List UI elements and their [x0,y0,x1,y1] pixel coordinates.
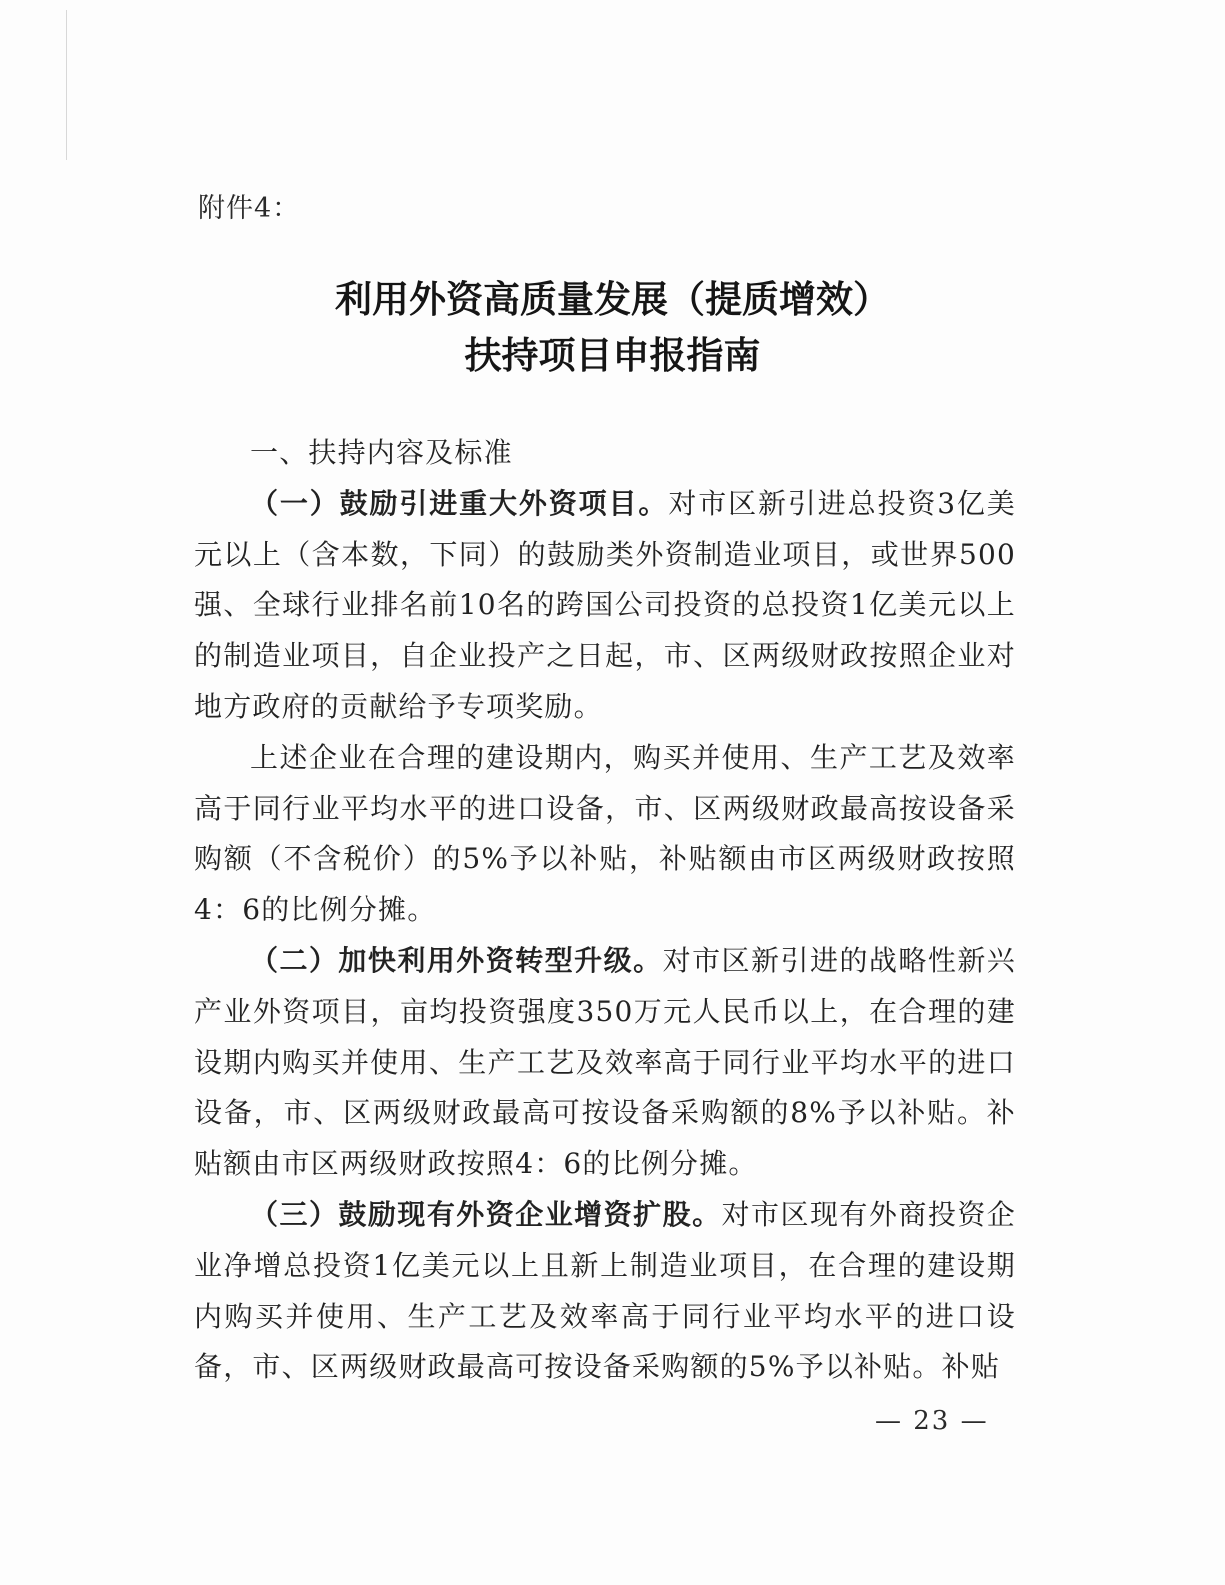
title-line-2: 扶持项目申报指南 [464,334,761,377]
document-title [180,272,1045,384]
paragraph-1-lead: （一）鼓励引进重大外资项目。 [250,486,669,520]
paragraph-3-lead: （二）加快利用外资转型升级。 [250,943,663,977]
document-body [194,428,1016,1393]
paragraph-4 [194,1190,1016,1393]
attachment-label: 附件4： [198,193,301,224]
paragraph-4-text: 对市区现有外商投资企业净增总投资1亿美元以上且新上制造业项目，在合理的建设期内购买并使用、生产工艺及效率高于同行业平均水平的进口设备，市、区两级财政最高可按设备采购额的5%予以补贴。补贴 [194,1197,1016,1384]
paragraph-4-lead: （三）鼓励现有外资企业增资扩股。 [250,1197,722,1231]
paragraph-2-text: 上述企业在合理的建设期内，购买并使用、生产工艺及效率高于同行业平均水平的进口设备，市、区两级财政最高按设备采购额（不含税价）的5%予以补贴，补贴额由市区两级财政按照4：6的比例分摊。 [194,740,1016,927]
paragraph-3-text: 对市区新引进的战略性新兴产业外资项目，亩均投资强度350万元人民币以上，在合理的建设期内购买并使用、生产工艺及效率高于同行业平均水平的进口设备，市、区两级财政最高可按设备采购额的8%予以补贴。补贴额由市区两级财政按照4：6的比例分摊。 [194,943,1016,1181]
page-number: — 23 — [875,1406,989,1436]
section-heading: 一、扶持内容及标准 [250,436,513,469]
paragraph-1-text: 对市区新引进总投资3亿美元以上（含本数，下同）的鼓励类外资制造业项目，或世界500强、全球行业排名前10名的跨国公司投资的总投资1亿美元以上的制造业项目，自企业投产之日起，市、区两级财政按照企业对地方政府的贡献给予专项奖励。 [194,486,1016,723]
title-line-1: 利用外资高质量发展（提质增效） [335,278,890,321]
paragraph-3 [194,936,1016,1190]
paragraph-2 [194,733,1016,936]
paragraph-1 [194,479,1016,733]
scan-edge-line [66,10,67,160]
